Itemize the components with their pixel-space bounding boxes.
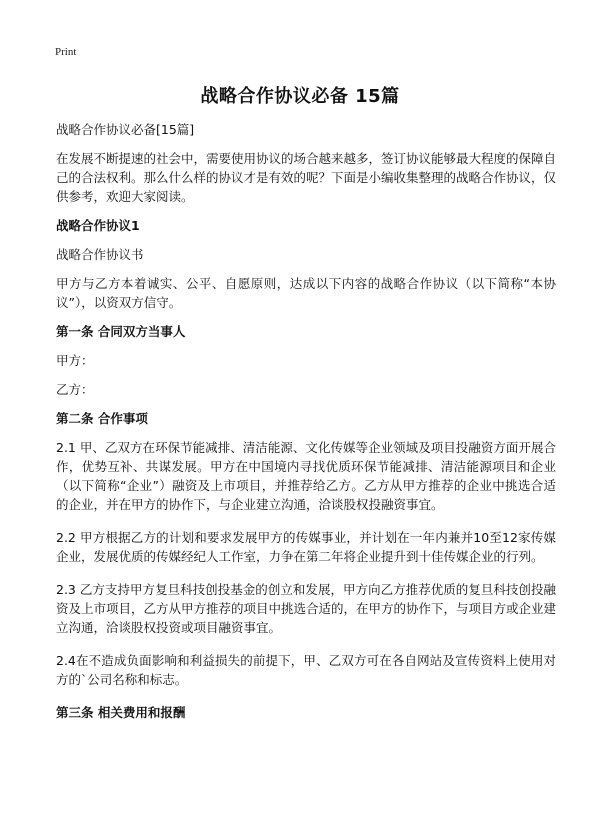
clause-2-2: 2.2 甲方根据乙方的计划和要求发展甲方的传媒事业，并计划在一年内兼并10至12家传媒企业，发展优质的传媒经纪人工作室，力争在第二年将企业提升到十佳传媒企业的行列。 xyxy=(56,530,556,564)
print-link[interactable]: Print xyxy=(55,46,77,58)
article-2-heading: 第二条 合作事项 xyxy=(56,411,148,426)
party-b-line: 乙方： xyxy=(56,382,94,397)
agreement-name: 战略合作协议书 xyxy=(56,247,144,262)
preamble-paragraph: 甲方与乙方本着诚实、公平、自愿原则，达成以下内容的战略合作协议（以下简称“本协议”），以资双方信守。 xyxy=(56,276,556,310)
party-a-line: 甲方： xyxy=(56,353,94,368)
clause-2-3: 2.3 乙方支持甲方复旦科技创投基金的创立和发展，甲方向乙方推荐优质的复旦科技创投融资及上市项目，乙方从甲方推荐的项目中挑选合适的，在甲方的协作下，与项目方或企业建立沟通，洽谈股权投资或项目融资事宜。 xyxy=(56,582,557,635)
article-1-heading: 第一条 合同双方当事人 xyxy=(56,324,186,339)
intro-paragraph: 在发展不断提速的社会中，需要使用协议的场合越来越多，签订协议能够最大程度的保障自己的合法权利。那么什么样的协议才是有效的呢？下面是小编收集整理的战略合作协议，仅供参考，欢迎大家阅读。 xyxy=(56,151,557,204)
document-content xyxy=(56,120,556,732)
document-subtitle: 战略合作协议必备[15篇] xyxy=(56,122,195,137)
clause-2-4: 2.4在不造成负面影响和利益损失的前提下，甲、乙双方可在各自网站及宣传资料上使用对方的`公司名称和标志。 xyxy=(56,653,556,687)
section-heading-1: 战略合作协议1 xyxy=(56,218,140,233)
article-3-heading: 第三条 相关费用和报酬 xyxy=(56,705,186,720)
clause-2-1: 2.1 甲、乙双方在环保节能减排、清洁能源、文化传媒等企业领域及项目投融资方面开展合作，优势互补、共谋发展。甲方在中国境内寻找优质环保节能减排、清洁能源项目和企业（以下简称“企业”）融资及上市项目，并推荐给乙方。乙方从甲方推荐的企业中挑选合适的企业，并在甲方的协作下，与企业建立沟通，洽谈股权投融资事宜。 xyxy=(56,440,556,512)
document-title: 战略合作协议必备 15篇 xyxy=(200,86,400,107)
